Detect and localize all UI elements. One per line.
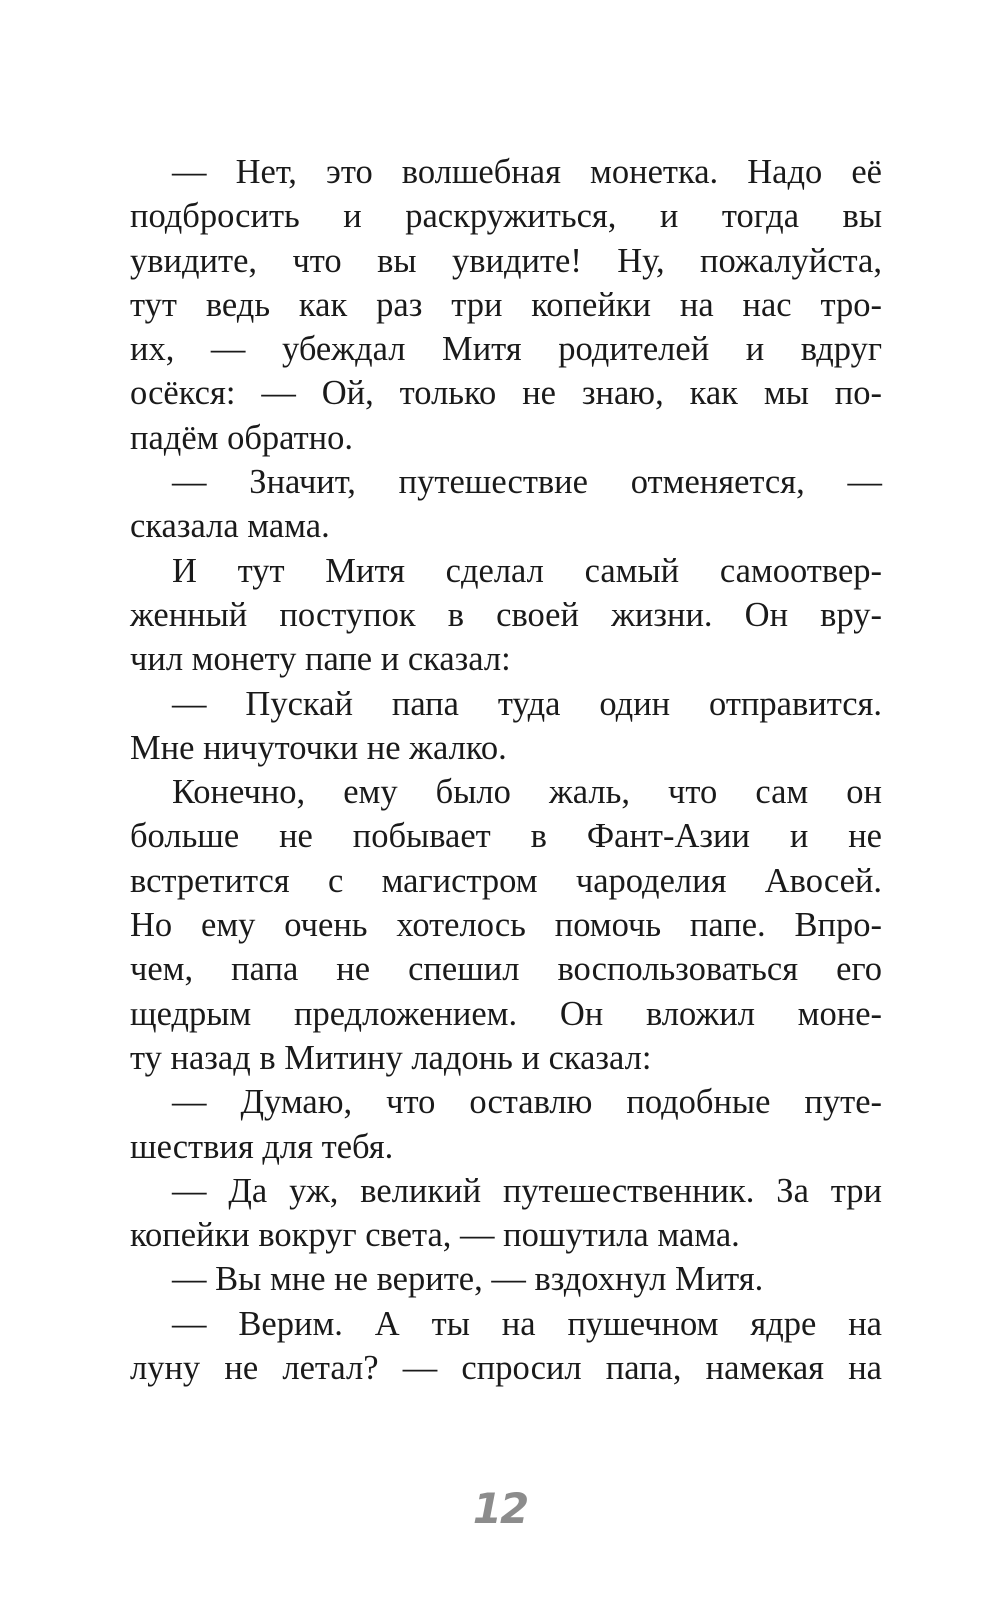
text-line: чил монету папе и сказал: (130, 640, 511, 679)
text-line: осёкся: — Ой, только не знаю, как мы по- (130, 374, 882, 413)
text-line: Мне ничуточки не жалко. (130, 728, 507, 767)
text-line: луну не летал? — спросил папа, намекая на (130, 1349, 882, 1388)
text-line: И тут Митя сделал самый самоотвер- (172, 551, 882, 590)
body-text (130, 150, 882, 1390)
text-line: падём обратно. (130, 418, 353, 457)
text-line: ту назад в Митину ладонь и сказал: (130, 1038, 652, 1077)
text-line: увидите, что вы увидите! Ну, пожалуйста, (130, 241, 882, 280)
text-line: встретится с магистром чароделия Авосей. (130, 861, 882, 900)
page-number: 12 (472, 1484, 528, 1533)
text-line: шествия для тебя. (130, 1127, 394, 1166)
text-line: больше не побывает в Фант-Азии и не (130, 817, 882, 856)
text-line: щедрым предложением. Он вложил моне- (130, 994, 882, 1033)
text-line: — Да уж, великий путешественник. За три (172, 1171, 882, 1210)
text-line: их, — убеждал Митя родителей и вдруг (130, 330, 882, 369)
text-line: Конечно, ему было жаль, что сам он (172, 773, 882, 812)
text-line: — Верим. А ты на пушечном ядре на (172, 1304, 882, 1343)
text-line: — Нет, это волшебная монетка. Надо её (172, 153, 882, 191)
text-line: копейки вокруг света, — пошутила мама. (130, 1216, 740, 1255)
text-line: тут ведь как раз три копейки на нас тро- (130, 285, 882, 324)
text-line: женный поступок в своей жизни. Он вру- (130, 595, 882, 634)
text-line: Но ему очень хотелось помочь папе. Впро- (130, 906, 882, 945)
text-line: чем, папа не спешил воспользоваться его (130, 950, 882, 989)
text-line: — Вы мне не верите, — вздохнул Митя. (172, 1260, 764, 1299)
text-line: подбросить и раскружиться, и тогда вы (130, 197, 882, 236)
text-line: сказала мама. (130, 507, 330, 546)
text-line: — Пускай папа туда один отправится. (172, 684, 882, 723)
text-line: — Думаю, что оставлю подобные путе- (172, 1083, 882, 1122)
text-line: — Значит, путешествие отменяется, — (172, 463, 882, 502)
